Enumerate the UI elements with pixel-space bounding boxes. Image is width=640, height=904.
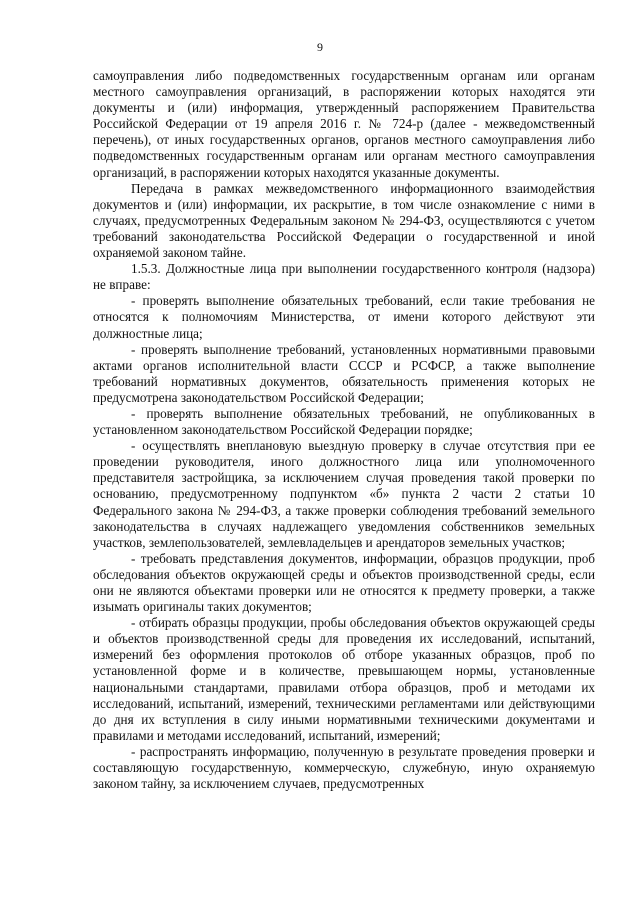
paragraph-data-transfer: Передача в рамках межведомственного информационного взаимодействия документов и (или) информации, их раскрытие, в том числе ознакомление с ними в случаях, предусмотренных Федеральным законом № 294-ФЗ, осуществляются с учетом требований законодательства Российской Федерации о государственной и иной охраняемой законом тайне. xyxy=(93,180,595,261)
page-number: 9 xyxy=(317,40,323,54)
document-body xyxy=(93,68,595,792)
paragraph-section-1-5-3: 1.5.3. Должностные лица при выполнении государственного контроля (надзора) не вправе: xyxy=(93,261,595,293)
list-item-sample-collection: - отбирать образцы продукции, пробы обследования объектов окружающей среды и объектов производственной среды для проведения их исследований, испытаний, измерений без оформления протоколов об отборе указанных образцов, проб по установленной форме и в количестве, превышающем нормы, установленные национальными стандартами, правилами отбора образцов, проб и методами их исследований, испытаний, измерений, техническими регламентами или действующими до дня их вступления в силу иными нормативными техническими документами и правилами и методами исследований, испытаний, измерений; xyxy=(93,615,595,743)
list-item-unscheduled-inspection: - осуществлять внеплановую выездную проверку в случае отсутствия при ее проведении руководителя, иного должностного лица или уполномоченного представителя застройщика, за исключением случая проведения такой проверки по основанию, предусмотренному подпунктом «б» пункта 2 части 2 статьи 10 Федерального закона № 294-ФЗ, а также проверки соблюдения требований земельного законодательства в случаях надлежащего уведомления собственников земельных участков, землепользователей, землевладельцев и арендаторов земельных участков; xyxy=(93,438,595,550)
list-item-document-requests: - требовать представления документов, информации, образцов продукции, проб обследования объектов окружающей среды и объектов производственной среды, если они не являются объектами проверки или не относятся к предмету проверки, а также изымать оригиналы таких документов; xyxy=(93,550,595,615)
list-item-information-disclosure: - распространять информацию, полученную в результате проведения проверки и составляющую государственную, коммерческую, служебную, иную охраняемую законом тайну, за исключением случаев, предусмотренных xyxy=(93,743,595,792)
paragraph-continuation: самоуправления либо подведомственных государственным органам или органам местного самоуправления организаций, в распоряжении которых находятся эти документы и (или) информация, утвержденный распоряжением Правительства Российской Федерации от 19 апреля 2016 г. № 724-р (далее - межведомственный перечень), от иных государственных органов, органов местного самоуправления либо подведомственных государственным органам или органам местного самоуправления организаций, в распоряжении которых находятся указанные документы. xyxy=(93,68,595,180)
list-item-unpublished-requirements: - проверять выполнение обязательных требований, не опубликованных в установленном законодательством Российской Федерации порядке; xyxy=(93,405,595,438)
list-item-ussr-acts: - проверять выполнение требований, установленных нормативными правовыми актами органов исполнительной власти СССР и РСФСР, а также выполнение требований нормативных документов, обязательность применения которых не предусмотрена законодательством Российской Федерации; xyxy=(93,341,595,405)
list-item-requirements-scope: - проверять выполнение обязательных требований, если такие требования не относятся к полномочиям Министерства, от имени которого действуют эти должностные лица; xyxy=(93,293,595,341)
